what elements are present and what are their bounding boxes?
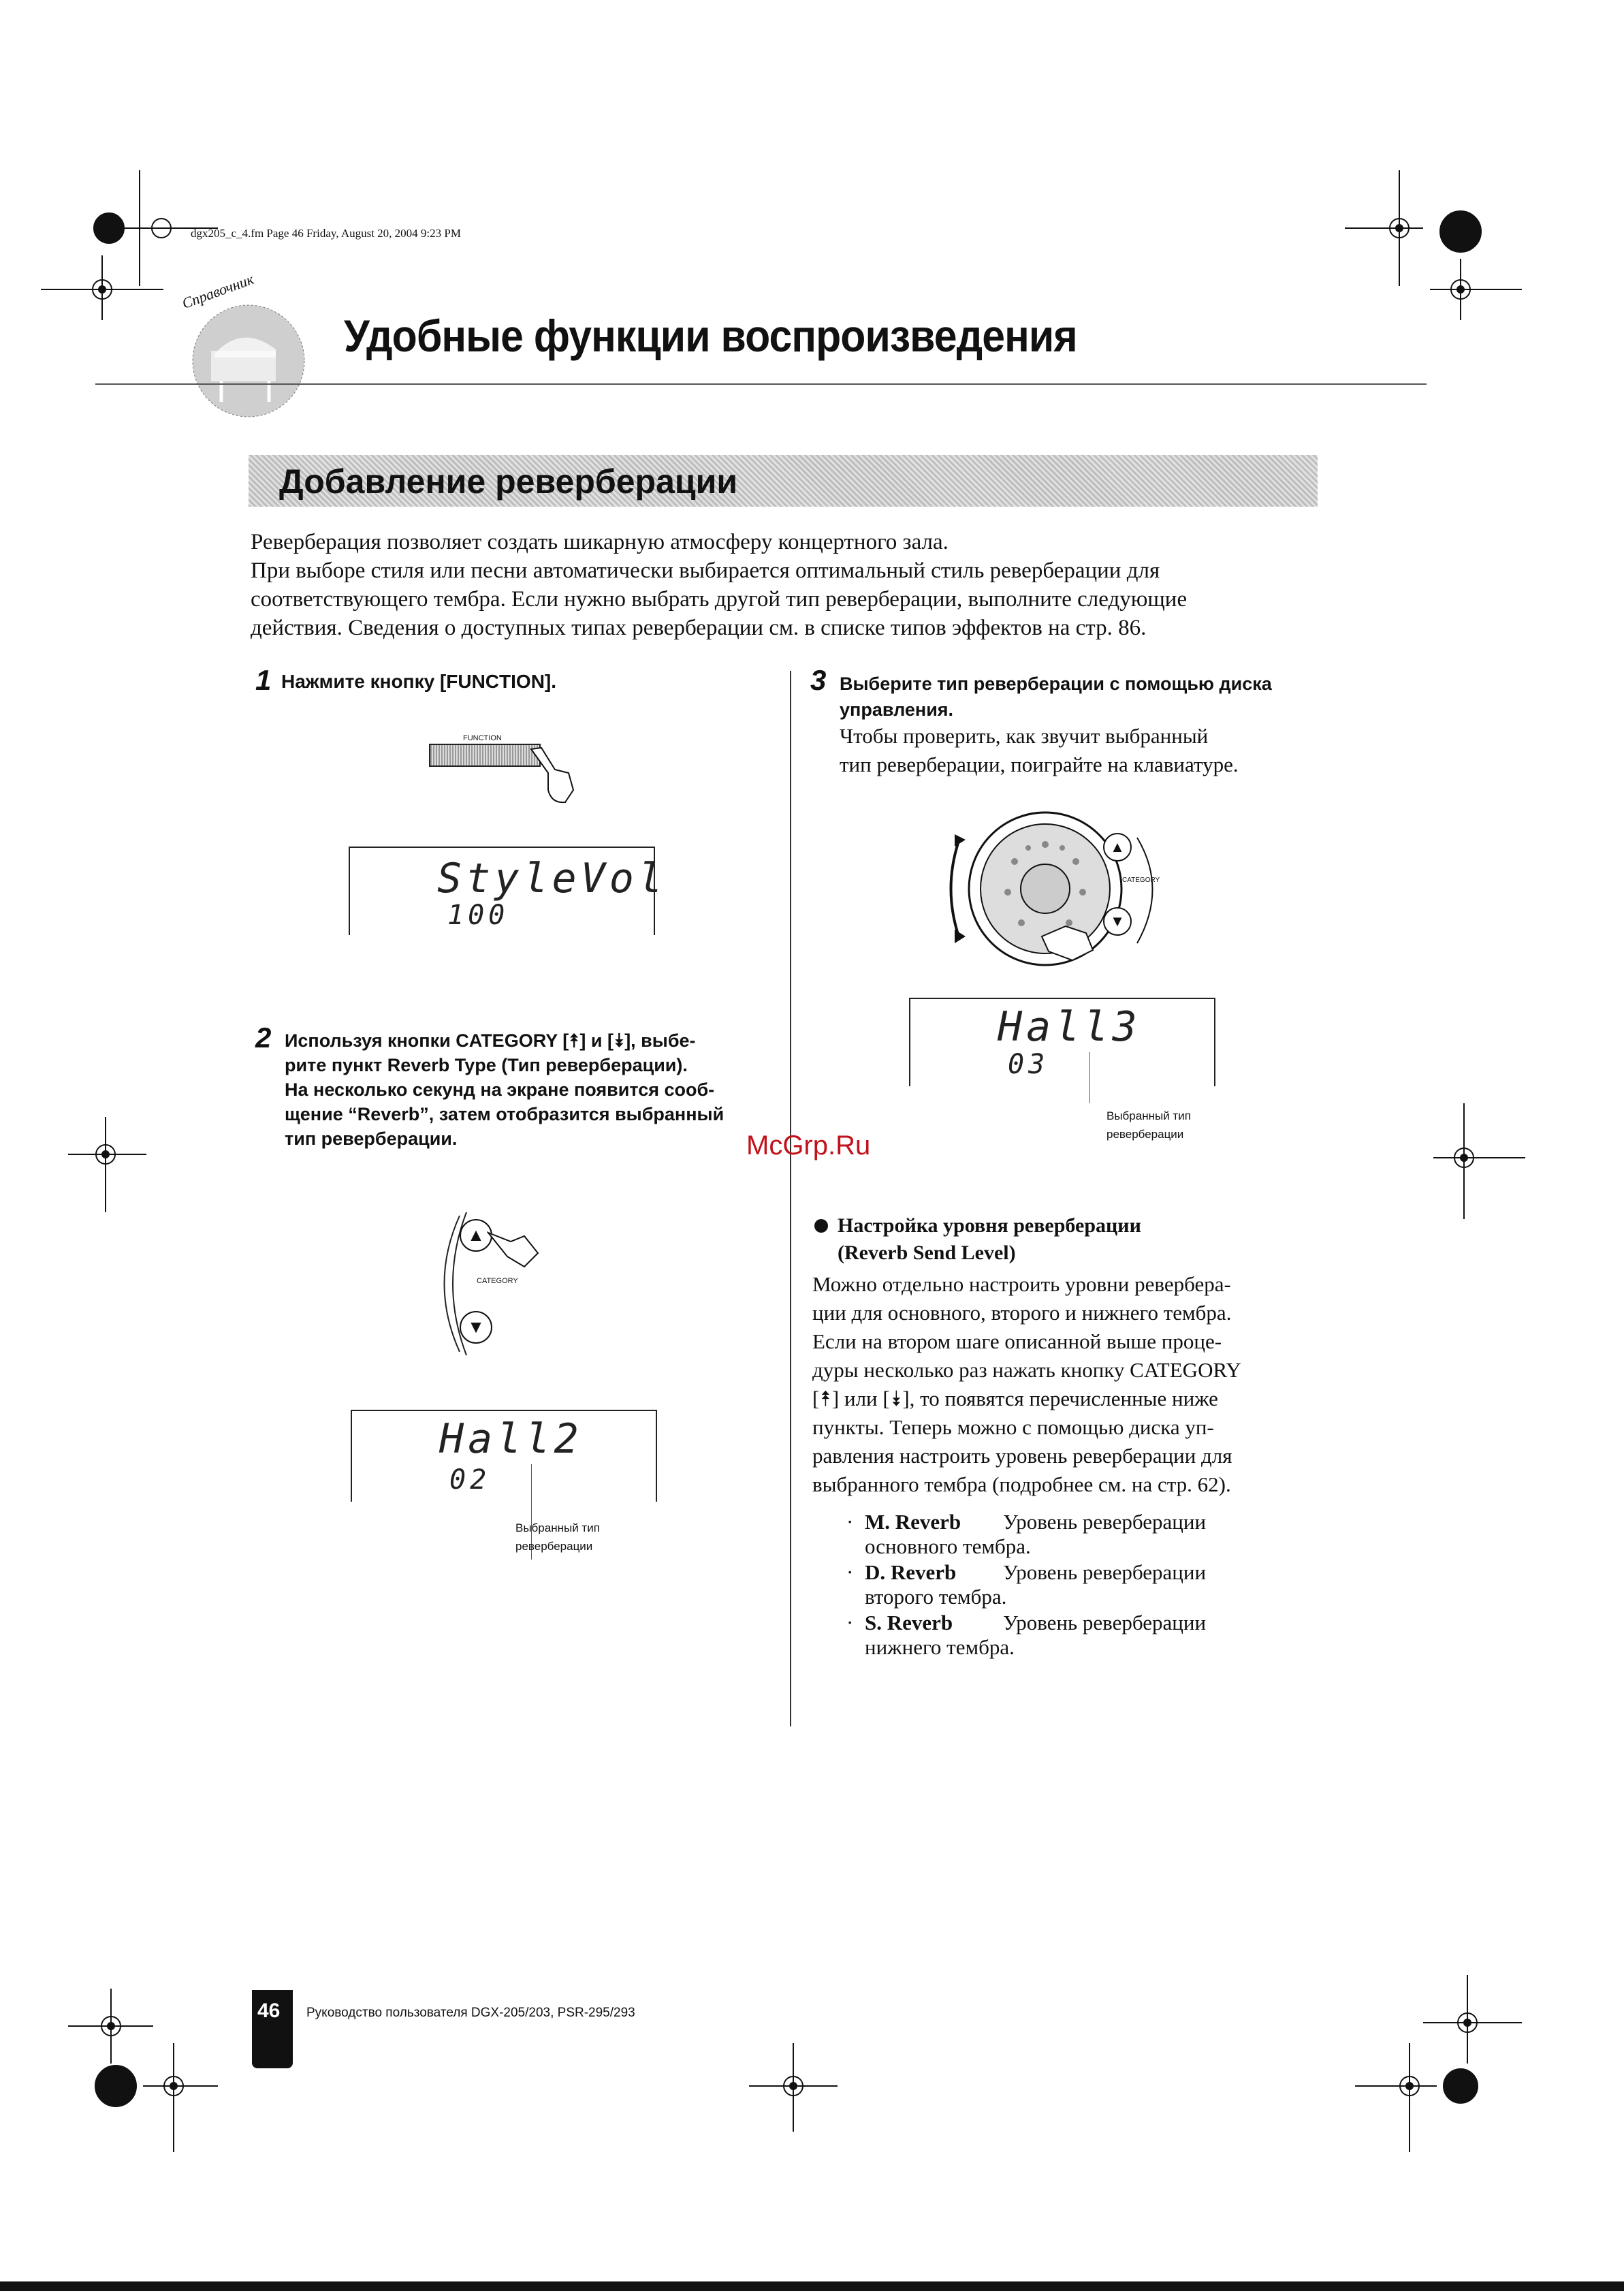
category-label: CATEGORY bbox=[477, 1277, 518, 1285]
reverb-items-list bbox=[846, 1510, 1323, 1661]
list-item: · D. Reverb Уровень реверберации второго тембра. bbox=[846, 1560, 1207, 1609]
step2-line: тип реверберации. bbox=[285, 1128, 458, 1149]
lcd-2-caption bbox=[515, 1519, 600, 1555]
lcd-1-bottom: 100 bbox=[447, 900, 509, 931]
lcd-3-caption bbox=[1106, 1107, 1191, 1143]
lcd-3-bottom: 03 bbox=[1008, 1049, 1049, 1080]
body-line: пункты. Теперь можно с помощью диска уп- bbox=[812, 1415, 1214, 1439]
category-up-button[interactable]: ▲ bbox=[460, 1219, 492, 1252]
step3-bold bbox=[840, 671, 1272, 723]
page-title: Удобные функции воспроизведения bbox=[344, 311, 1077, 361]
function-button-label: FUNCTION bbox=[463, 734, 502, 742]
step3-line: тип реверберации, поиграйте на клавиатуре. bbox=[840, 753, 1239, 776]
step1-text: Нажмите кнопку [FUNCTION]. bbox=[281, 671, 557, 692]
intro-line: действия. Сведения о доступных типах реверберации см. в списке типов эффектов на стр. 86. bbox=[251, 616, 1147, 640]
list-item: · S. Reverb Уровень реверберации нижнего тембра. bbox=[846, 1611, 1207, 1659]
step2-line: На несколько секунд на экране появится сооб- bbox=[285, 1079, 715, 1100]
column-divider bbox=[790, 671, 791, 1726]
step3-bold-line: Выберите тип реверберации с помощью диска bbox=[840, 674, 1272, 694]
function-button-illustration bbox=[429, 729, 579, 810]
intro-line: Реверберация позволяет создать шикарную атмосферу концертного зала. bbox=[251, 530, 949, 554]
category-buttons-illustration bbox=[436, 1209, 552, 1359]
lcd-display-2 bbox=[351, 1410, 657, 1502]
caption-line: реверберации bbox=[1106, 1128, 1184, 1141]
item-desc: основного тембра. bbox=[865, 1534, 1031, 1558]
badge-label: Справочник bbox=[179, 270, 256, 313]
body-line: выбранного тембра (подробнее см. на стр. 62). bbox=[812, 1472, 1231, 1496]
step2-text bbox=[285, 1028, 724, 1151]
step2-line: Используя кнопки CATEGORY [⯭] и [⯯], выбе- bbox=[285, 1030, 696, 1051]
section-title-bar bbox=[249, 455, 1318, 507]
body-line: [⯭] или [⯯], то появятся перечисленные ниже bbox=[812, 1387, 1218, 1410]
page-number: 46 bbox=[257, 2000, 281, 2022]
lcd-2-top: Hall2 bbox=[439, 1415, 583, 1463]
caption-line: Выбранный тип bbox=[515, 1521, 600, 1534]
lcd-3-top: Hall3 bbox=[998, 1003, 1141, 1051]
intro-line: соответствующего тембра. Если нужно выбрать другой тип реверберации, выполните следующие bbox=[251, 587, 1188, 612]
list-item: · M. Reverb Уровень реверберации основного тембра. bbox=[846, 1510, 1207, 1558]
title-rule bbox=[95, 383, 1427, 385]
step2-line: щение “Reverb”, затем отобразится выбранный bbox=[285, 1104, 725, 1124]
footer-text: Руководство пользователя DGX-205/203, PSR-295/293 bbox=[306, 2006, 635, 2020]
caption-line: Выбранный тип bbox=[1106, 1109, 1191, 1122]
category-down-button[interactable]: ▼ bbox=[460, 1311, 492, 1344]
send-level-heading bbox=[838, 1212, 1141, 1267]
caption-line: реверберации bbox=[515, 1540, 593, 1553]
body-line: дуры несколько раз нажать кнопку CATEGORY bbox=[812, 1358, 1241, 1382]
pointing-hand-icon bbox=[487, 1222, 541, 1270]
category-label: CATEGORY bbox=[1122, 876, 1160, 884]
section-title: Добавление реверберации bbox=[279, 462, 738, 501]
lcd-display-3 bbox=[909, 998, 1215, 1086]
pointing-hand-icon bbox=[524, 742, 579, 810]
step1-number: 1 bbox=[255, 664, 272, 696]
item-desc: Уровень реверберации bbox=[1003, 1560, 1207, 1584]
item-desc: второго тембра. bbox=[865, 1585, 1007, 1609]
item-desc: Уровень реверберации bbox=[1003, 1611, 1207, 1634]
data-dial-illustration bbox=[940, 807, 1171, 977]
step3-text bbox=[840, 722, 1239, 779]
step3-line: Чтобы проверить, как звучит выбранный bbox=[840, 724, 1209, 748]
body-line: ции для основного, второго и нижнего тембра. bbox=[812, 1301, 1232, 1325]
intro-line: При выборе стиля или песни автоматически выбирается оптимальный стиль реверберации для bbox=[251, 558, 1160, 583]
section-badge bbox=[174, 269, 310, 426]
step3-number: 3 bbox=[810, 664, 827, 696]
intro-text bbox=[251, 528, 1326, 642]
item-desc: Уровень реверберации bbox=[1003, 1510, 1207, 1534]
category-down-button[interactable]: ▼ bbox=[1103, 907, 1132, 936]
lcd-display-1 bbox=[349, 847, 667, 935]
heading-line: (Reverb Send Level) bbox=[838, 1242, 1016, 1264]
item-term: S. Reverb bbox=[865, 1611, 953, 1634]
item-term: M. Reverb bbox=[865, 1510, 961, 1534]
step3-bold-line: управления. bbox=[840, 699, 954, 720]
page-number-tab bbox=[252, 1990, 293, 2068]
step2-number: 2 bbox=[255, 1022, 272, 1054]
item-desc: нижнего тембра. bbox=[865, 1635, 1015, 1659]
lcd-2-bottom: 02 bbox=[449, 1464, 491, 1496]
category-up-button[interactable]: ▲ bbox=[1103, 833, 1132, 862]
body-line: равления настроить уровень реверберации для bbox=[812, 1444, 1232, 1468]
body-line: Если на втором шаге описанной выше проце- bbox=[812, 1329, 1222, 1353]
dial-icon bbox=[940, 807, 1171, 977]
item-term: D. Reverb bbox=[865, 1560, 957, 1584]
print-header: dgx205_c_4.fm Page 46 Friday, August 20, 2004 9:23 PM bbox=[191, 227, 461, 240]
watermark: McGrp.Ru bbox=[746, 1131, 871, 1160]
send-level-body bbox=[812, 1270, 1241, 1499]
heading-line: Настройка уровня реверберации bbox=[838, 1214, 1141, 1237]
step2-line: рите пункт Reverb Type (Тип реверберации). bbox=[285, 1055, 688, 1075]
bullet-icon bbox=[814, 1219, 828, 1233]
lcd-1-top: StyleVol bbox=[437, 855, 667, 902]
body-line: Можно отдельно настроить уровни ревербера- bbox=[812, 1272, 1231, 1296]
